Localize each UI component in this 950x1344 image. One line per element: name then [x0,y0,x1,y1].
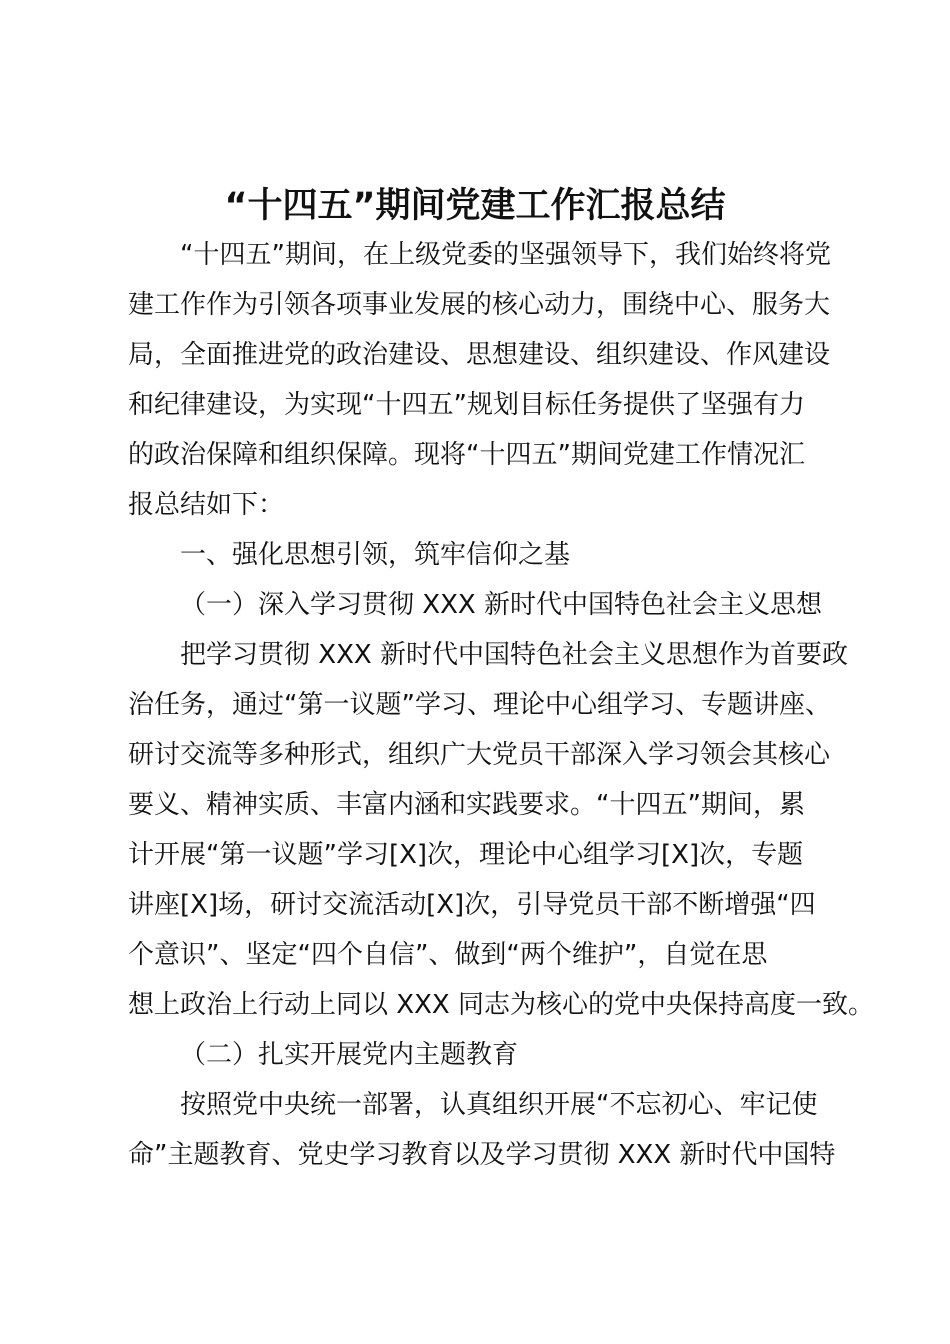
paragraph-line: 建工作作为引领各项事业发展的核心动力，围绕中心、服务大 [128,290,831,320]
document-title: “十四五”期间党建工作汇报总结 [224,186,726,226]
section-heading: 一、强化思想引领，筑牢信仰之基 [180,540,571,570]
paragraph-line: 研讨交流等多种形式，组织广大党员干部深入学习领会其核心 [128,740,831,770]
paragraph-line: “十四五”期间，在上级党委的坚强领导下，我们始终将党 [180,240,831,270]
paragraph-line: 个意识”、坚定“四个自信”、做到“两个维护”，自觉在思 [128,940,768,970]
paragraph-line: 报总结如下： [128,490,285,520]
paragraph-line: 把学习贯彻 XXX 新时代中国特色社会主义思想作为首要政 [180,640,848,670]
paragraph-line: 和纪律建设，为实现“十四五”规划目标任务提供了坚强有力 [128,390,805,420]
paragraph-line: 计开展“第一议题”学习[X]次，理论中心组学习[X]次，专题 [128,840,804,870]
paragraph-line: 讲座[X]场，研讨交流活动[X]次，引导党员干部不断增强“四 [128,890,816,920]
paragraph-line: 的政治保障和组织保障。现将“十四五”期间党建工作情况汇 [128,440,805,470]
paragraph-line: 治任务，通过“第一议题”学习、理论中心组学习、专题讲座、 [128,690,831,720]
paragraph-line: 想上政治上行动上同以 XXX 同志为核心的党中央保持高度一致。 [128,990,874,1020]
paragraph-line: 命”主题教育、党史学习教育以及学习贯彻 XXX 新时代中国特 [128,1140,836,1170]
paragraph-line: 要义、精神实质、丰富内涵和实践要求。“十四五”期间，累 [128,790,805,820]
subsection-heading: （二）扎实开展党内主题教育 [180,1040,519,1070]
paragraph-line: 局，全面推进党的政治建设、思想建设、组织建设、作风建设 [128,340,831,370]
subsection-heading: （一）深入学习贯彻 XXX 新时代中国特色社会主义思想 [180,590,822,620]
paragraph-line: 按照党中央统一部署，认真组织开展“不忘初心、牢记使 [180,1090,818,1120]
